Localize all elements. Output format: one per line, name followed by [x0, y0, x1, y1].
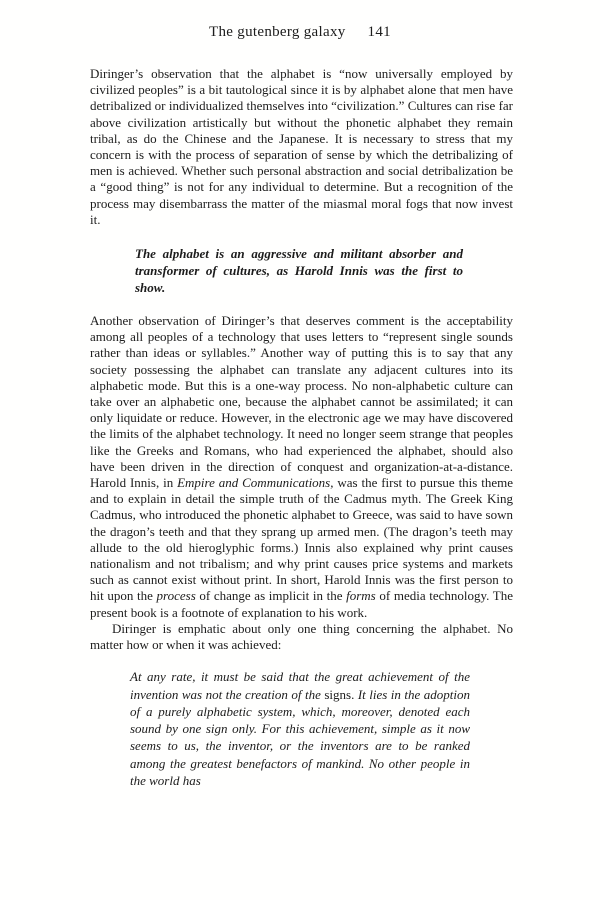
- text-block: [90, 66, 513, 789]
- running-head-title: The gutenberg galaxy: [209, 24, 346, 40]
- text-segment: At any rate, it must be said that the great achievement of the invention was not the creation of the: [130, 669, 470, 702]
- paragraph-1-body: [90, 66, 513, 228]
- text-segment-italic: process: [156, 588, 196, 604]
- paragraph-5-quote: [130, 668, 470, 789]
- text-segment: Diringer is emphatic about only one thing concerning the alphabet. No matter how or when it was achieved:: [90, 620, 513, 653]
- text-segment-roman: signs.: [324, 686, 355, 702]
- text-segment-italic: Empire and Communications,: [177, 475, 334, 491]
- running-head: [0, 24, 600, 41]
- text-segment: Another observation of Diringer’s that deserves comment is the acceptability among all peoples of a technology that uses letters to “represent single sounds rather than ideas or syllables.” Another way of putting this is to say that any society possessing the alphabet can translate any adjacent cultures into its alphabetic mode. But this is a one-way process. No non-alphabetic culture can take over an alphabetic one, because the alphabet cannot be assimilated; it can only liquidate or reduce. However, in the electronic age we may have discovered the limits of the alphabet technology. It need no longer seem strange that peoples like the Greeks and Romans, who had experienced the alphabet, should also have been driven in the direction of conquest and organization-at-a-distance. Harold Innis, in: [90, 313, 513, 491]
- paragraph-4-body: [90, 621, 513, 653]
- text-segment: Diringer’s observation that the alphabet is “now universally employed by civilized peoples” is a bit tautological since it is by alphabet alone that men have detribalized or individualized themselves into “civilization.” Cultures can rise far above civilization artistically but without the phonetic alphabet they remain tribal, as do the Chinese and the Japanese. It is necessary to stress that my concern is with the process of separation of sense by which the detribalizing of men is achieved. Whether such personal abstraction and social detribalization be a “good thing” is not for any individual to determine. But a recognition of the process may disembarrass the matter of the miasmal moral fogs that now invest it.: [90, 66, 513, 227]
- text-segment: of change as implicit in the: [195, 588, 347, 604]
- text-segment: was the first to pursue this theme and to explain in detail the simple truth of the Cadmus myth. The Greek King Cadmus, who introduced the phonetic alphabet to Greece, was said to have sown the dragon’s teeth and that they sprang up armed men. (The dragon’s teeth may allude to the old hieroglyphic forms.) Innis also explained why print causes nationalism and not tribalism; and why print causes price systems and markets such as cannot exist without print. In short, Harold Innis was the first person to hit upon the: [90, 475, 513, 604]
- text-segment-italic: forms: [346, 588, 376, 604]
- paragraph-2-gloss: [135, 245, 463, 296]
- text-segment: of media technology. The present book is a footnote of explanation to his work.: [90, 588, 514, 620]
- paragraph-3-body: [90, 313, 513, 621]
- text-segment: It lies in the adoption of a purely alphabetic system, which, moreover, denoted each sound by one sign only. For this achievement, simple as it now seems to us, the inventor, or the inventors are to be ranked among the greatest benefactors of mankind. No other people in the world has: [130, 686, 470, 789]
- text-segment: The alphabet is an aggressive and militant absorber and transformer of cultures, as Harold Innis was the first to show.: [135, 246, 463, 296]
- page-number: 141: [367, 24, 391, 40]
